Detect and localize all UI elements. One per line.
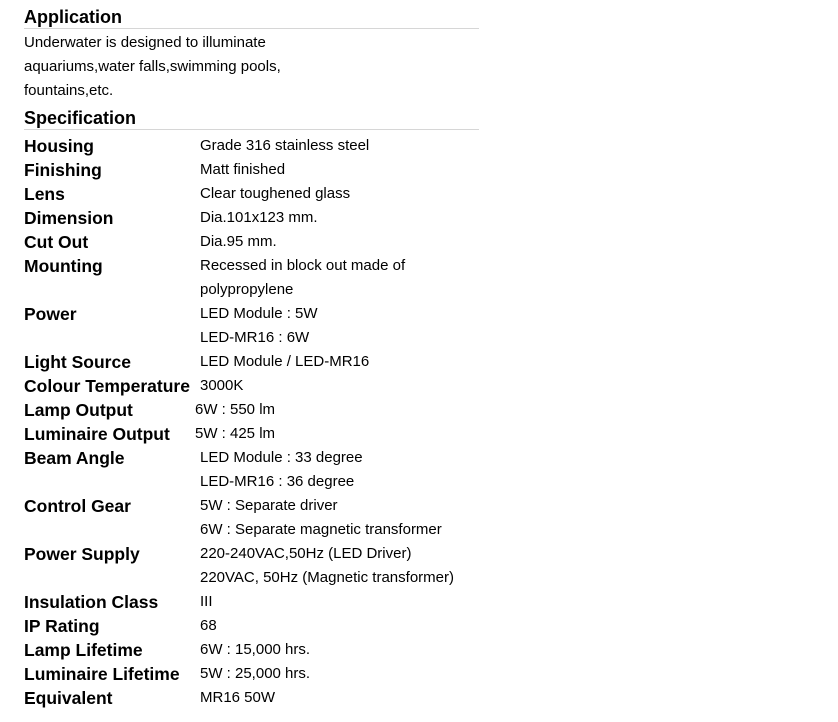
spec-label: Finishing bbox=[24, 160, 102, 180]
spec-label: Lens bbox=[24, 184, 65, 204]
application-divider bbox=[24, 28, 479, 29]
spec-label: Lamp Lifetime bbox=[24, 640, 143, 660]
spec-value bbox=[194, 230, 479, 254]
spec-row bbox=[24, 662, 479, 686]
specification-heading: Specification bbox=[24, 108, 137, 128]
spec-value bbox=[194, 374, 479, 398]
spec-label: Light Source bbox=[24, 352, 131, 372]
spec-row bbox=[24, 494, 479, 542]
spec-value-line: 220-240VAC,50Hz (LED Driver) bbox=[200, 545, 412, 562]
spec-row bbox=[24, 614, 479, 638]
spec-value bbox=[194, 614, 479, 638]
spec-label: Mounting bbox=[24, 256, 103, 276]
specification-table bbox=[24, 134, 479, 710]
spec-row bbox=[24, 398, 479, 422]
spec-value bbox=[194, 254, 479, 302]
spec-value bbox=[194, 662, 479, 686]
spec-row bbox=[24, 590, 479, 614]
spec-value bbox=[194, 302, 479, 350]
spec-label: Dimension bbox=[24, 208, 114, 228]
spec-label: Colour Temperature bbox=[24, 376, 190, 396]
spec-value-line: 68 bbox=[200, 617, 217, 634]
spec-row bbox=[24, 374, 479, 398]
spec-value-line: 6W : Separate magnetic transformer bbox=[200, 521, 442, 538]
application-heading: Application bbox=[24, 7, 122, 27]
spec-row bbox=[24, 446, 479, 494]
spec-value bbox=[194, 686, 479, 710]
spec-label: Luminaire Lifetime bbox=[24, 664, 180, 684]
spec-value-line: 5W : Separate driver bbox=[200, 497, 338, 514]
specification-divider bbox=[24, 129, 479, 130]
spec-value-line: III bbox=[200, 593, 213, 610]
spec-value-line: LED Module : 33 degree bbox=[200, 449, 363, 466]
spec-label: Equivalent bbox=[24, 688, 113, 708]
spec-row bbox=[24, 206, 479, 230]
spec-value bbox=[194, 206, 479, 230]
spec-value bbox=[194, 542, 479, 590]
spec-value bbox=[194, 590, 479, 614]
spec-row bbox=[24, 350, 479, 374]
spec-value-line: Dia.101x123 mm. bbox=[200, 209, 318, 226]
spec-value bbox=[194, 182, 479, 206]
spec-row bbox=[24, 638, 479, 662]
spec-label: Cut Out bbox=[24, 232, 89, 252]
spec-row bbox=[24, 134, 479, 158]
spec-value bbox=[194, 134, 479, 158]
spec-label: Control Gear bbox=[24, 496, 131, 516]
spec-value-line: 6W : 15,000 hrs. bbox=[200, 641, 311, 658]
spec-value-line: LED Module / LED-MR16 bbox=[200, 353, 370, 370]
spec-label: Power Supply bbox=[24, 544, 140, 564]
application-description: Underwater is designed to illuminate aquariums,water falls,swimming pools, fountains,etc. bbox=[24, 34, 281, 99]
spec-row bbox=[24, 230, 479, 254]
spec-row bbox=[24, 254, 479, 302]
spec-label: Housing bbox=[24, 136, 94, 156]
spec-value bbox=[194, 158, 479, 182]
spec-value-line: 3000K bbox=[200, 377, 244, 394]
spec-value bbox=[194, 350, 479, 374]
spec-value-line: Clear toughened glass bbox=[200, 185, 351, 202]
specification-rows bbox=[24, 134, 479, 710]
spec-value-line: 5W : 25,000 hrs. bbox=[200, 665, 311, 682]
spec-label: Power bbox=[24, 304, 77, 324]
spec-value bbox=[194, 446, 479, 494]
spec-value bbox=[194, 422, 479, 446]
spec-value-line: LED-MR16 : 36 degree bbox=[200, 473, 355, 490]
spec-value-line: Dia.95 mm. bbox=[200, 233, 277, 250]
spec-row bbox=[24, 686, 479, 710]
spec-label: Luminaire Output bbox=[24, 424, 170, 444]
spec-value-line: polypropylene bbox=[200, 281, 294, 298]
spec-value bbox=[194, 398, 479, 422]
spec-value-line: 6W : 550 lm bbox=[195, 401, 276, 418]
spec-value-line: Recessed in block out made of bbox=[200, 257, 406, 274]
spec-value-line: LED Module : 5W bbox=[200, 305, 318, 322]
spec-label: Lamp Output bbox=[24, 400, 133, 420]
spec-value-line: Matt finished bbox=[200, 161, 286, 178]
spec-value-line: LED-MR16 : 6W bbox=[200, 329, 310, 346]
spec-value-line: 5W : 425 lm bbox=[195, 425, 276, 442]
spec-value-line: 220VAC, 50Hz (Magnetic transformer) bbox=[200, 569, 454, 586]
spec-label: IP Rating bbox=[24, 616, 100, 636]
product-spec-document bbox=[24, 6, 484, 710]
spec-label: Insulation Class bbox=[24, 592, 159, 612]
spec-row bbox=[24, 302, 479, 350]
spec-row bbox=[24, 182, 479, 206]
spec-value bbox=[194, 638, 479, 662]
spec-value-line: Grade 316 stainless steel bbox=[200, 137, 370, 154]
spec-label: Beam Angle bbox=[24, 448, 125, 468]
spec-value-line: MR16 50W bbox=[200, 689, 276, 706]
spec-row bbox=[24, 422, 479, 446]
spec-value bbox=[194, 494, 479, 542]
spec-row bbox=[24, 158, 479, 182]
spec-row bbox=[24, 542, 479, 590]
